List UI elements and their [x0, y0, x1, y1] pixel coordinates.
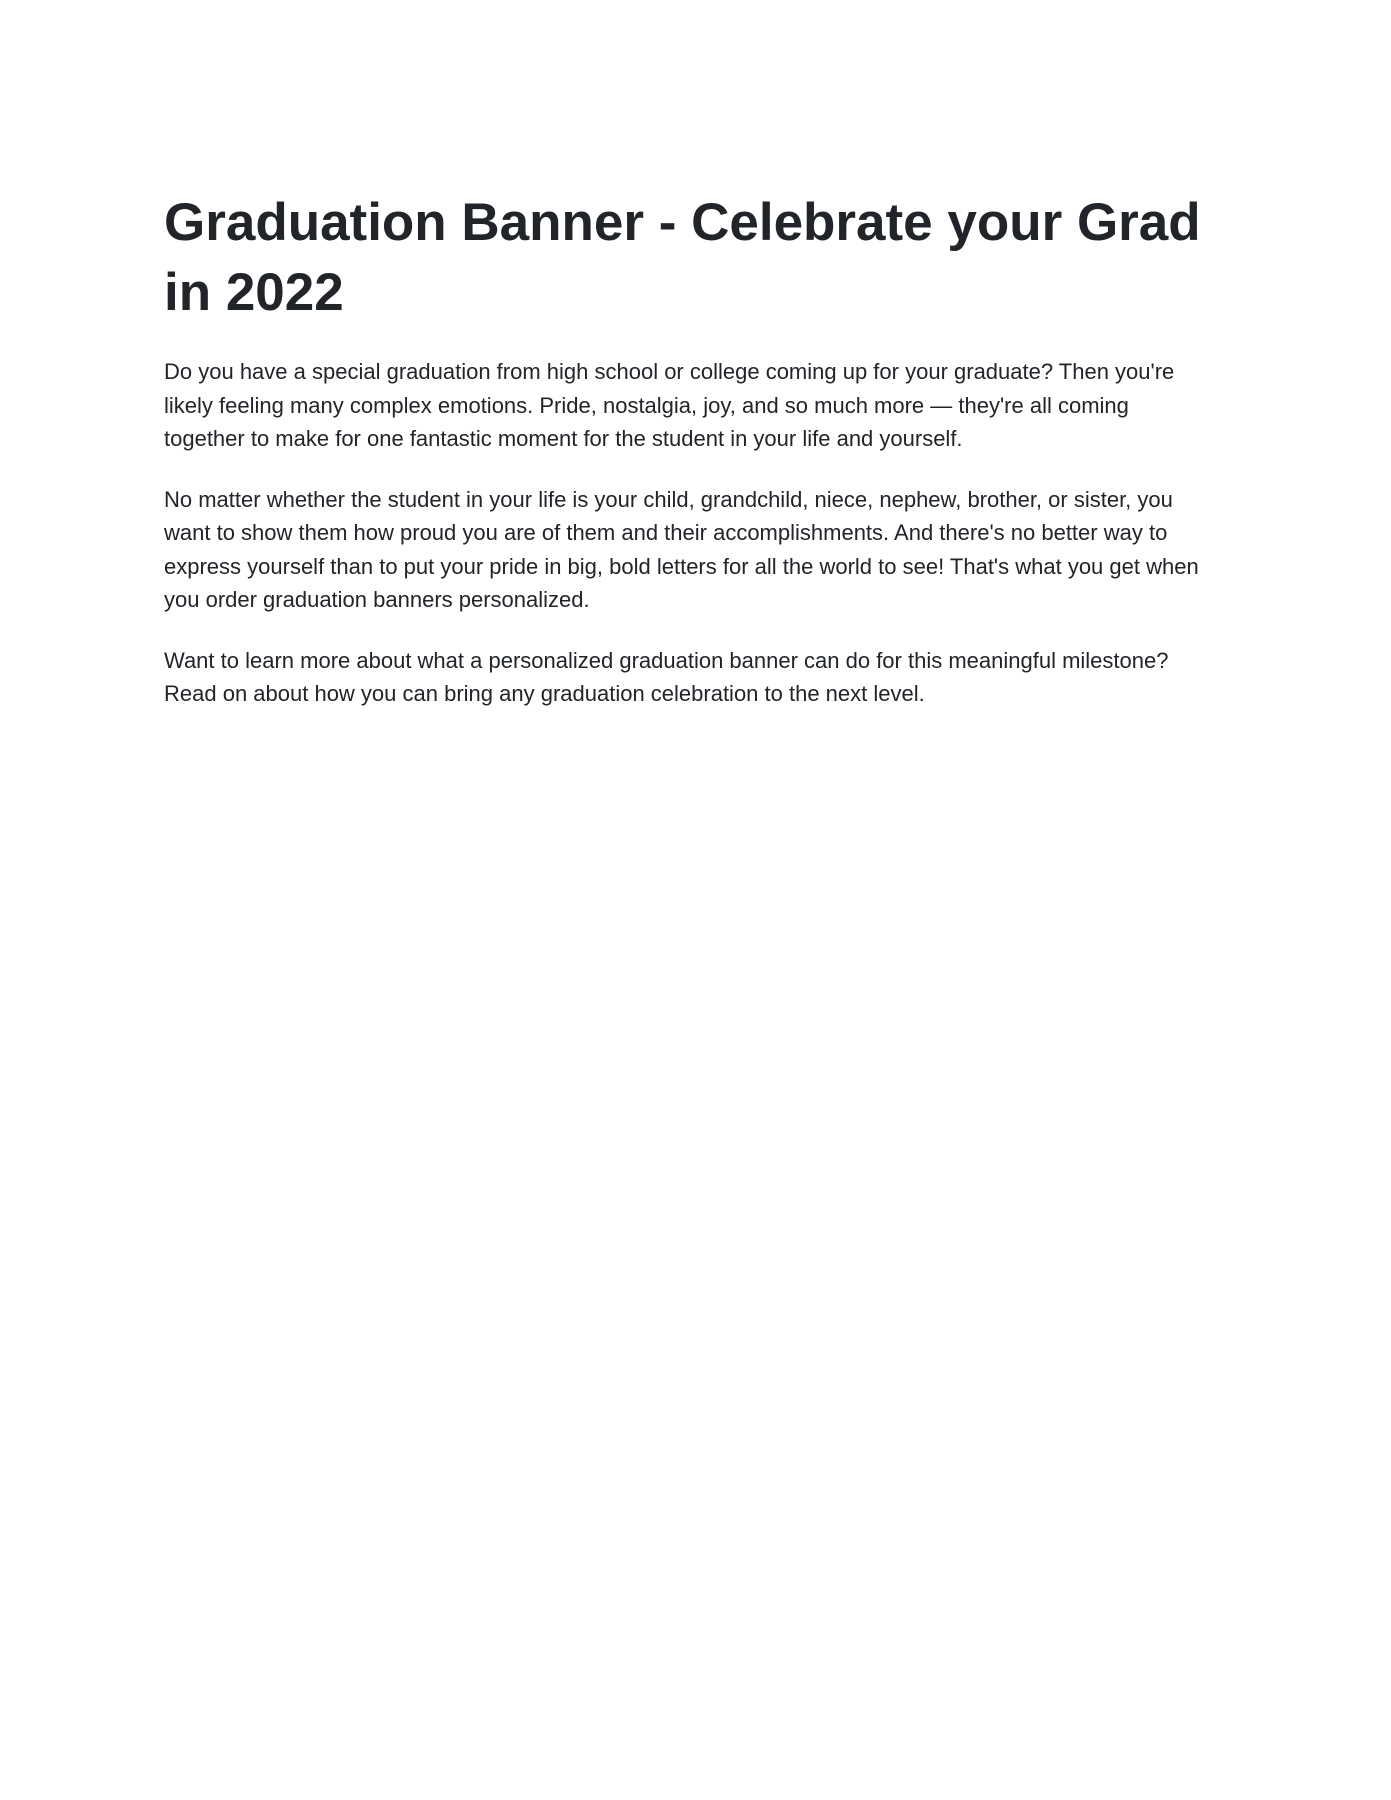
paragraph-intro: Do you have a special graduation from high school or college coming up for your graduate? Then you're likely feeling many complex emotions. Pride, nostalgia, joy, and so much more — they're all coming together to make for one fantastic moment for the student in your life and yourself.: [164, 359, 1175, 451]
paragraph-learn-more: Want to learn more about what a personalized graduation banner can do for this meaningful milestone? Read on about how you can bring any graduation celebration to the next level.: [164, 647, 1169, 706]
paragraph-pride: No matter whether the student in your life is your child, grandchild, niece, nephew, brother, or sister, you want to show them how proud you are of them and their accomplishments. And there's no better way to express yourself than to put your pride in big, bold letters for all the world to see! That's what you get when you order graduation banners personalized.: [164, 486, 1199, 612]
page-title: Graduation Banner - Celebrate your Grad in 2022: [164, 193, 1201, 322]
article-body: [164, 355, 1214, 738]
